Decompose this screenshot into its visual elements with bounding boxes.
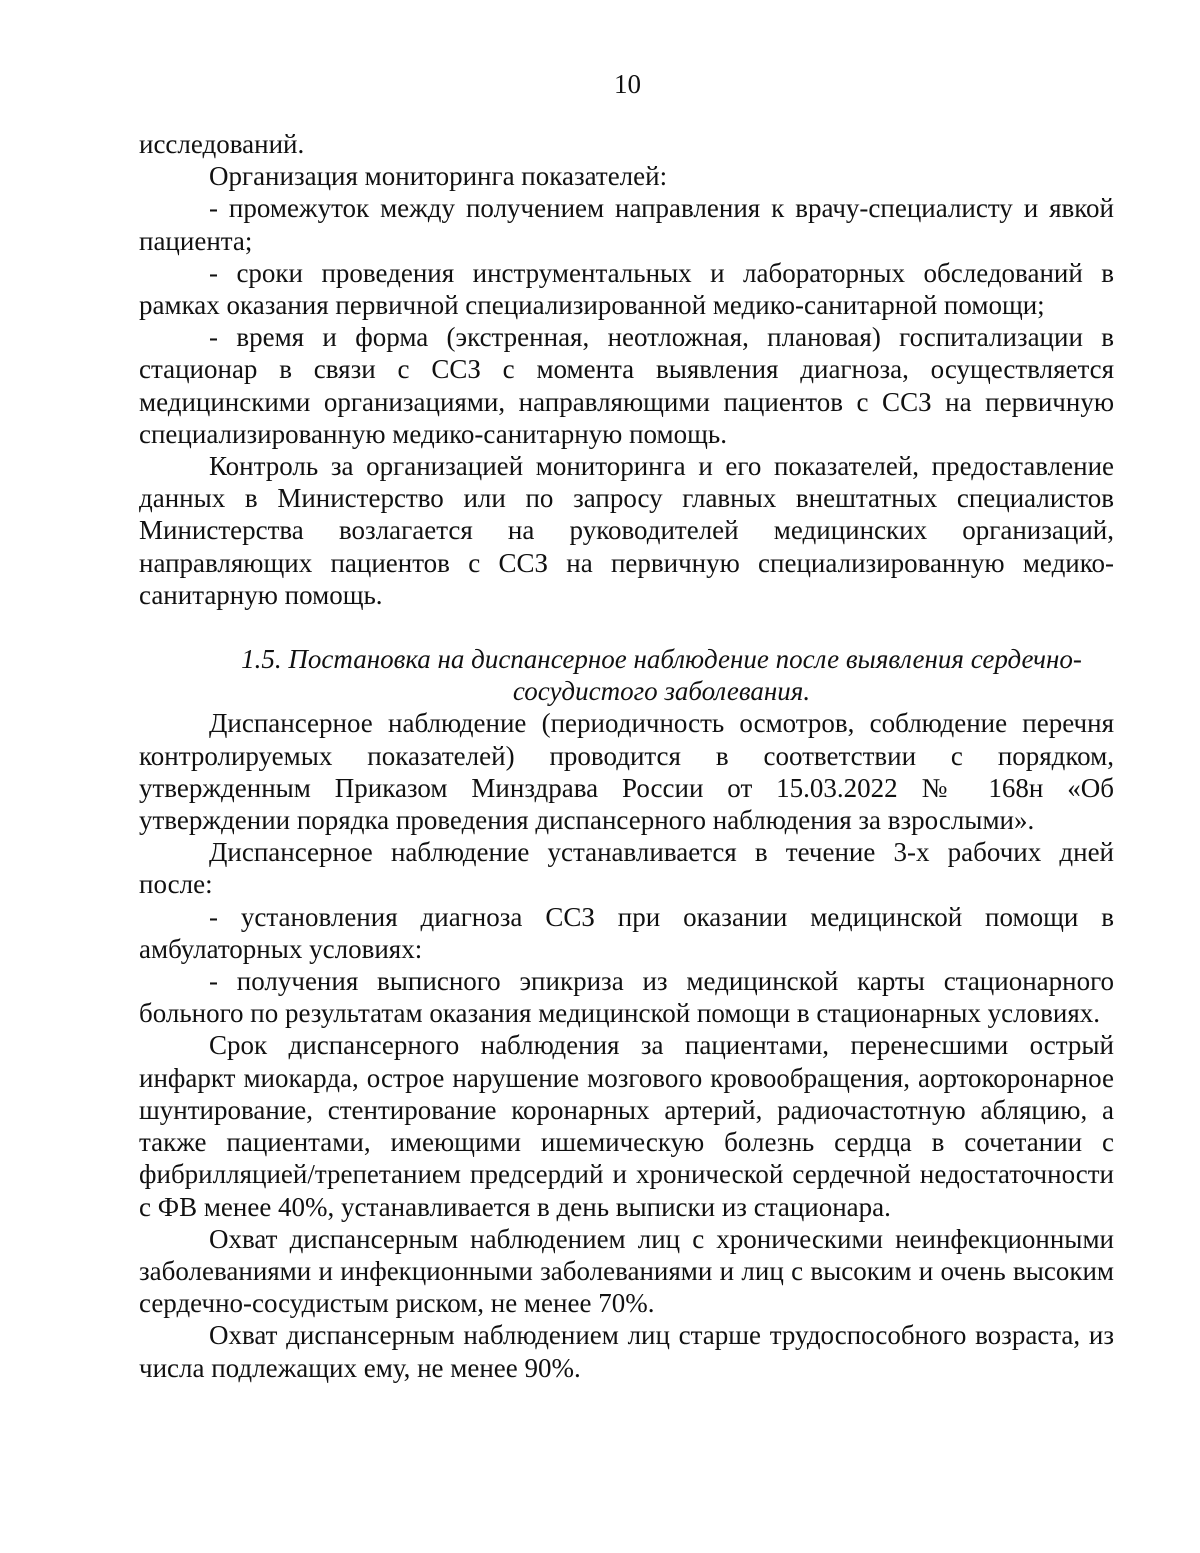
paragraph: Контроль за организацией мониторинга и его показателей, предоставление данных в Министерство или по запросу главных внештатных специалистов Министерства возлагается на руководителей медицинских организаций, направляющих пациентов с ССЗ на первичную специализированную медико-санитарную помощь.	[139, 451, 1114, 610]
list-item: - сроки проведения инструментальных и лабораторных обследований в рамках оказания первичной специализированной медико-санитарной помощи;	[139, 257, 1114, 321]
paragraph: Охват диспансерным наблюдением лиц старше трудоспособного возраста, из числа подлежащих ему, не менее 90%.	[139, 1320, 1114, 1383]
paragraph: Организация мониторинга показателей:	[209, 161, 668, 192]
paragraph: Диспансерное наблюдение (периодичность осмотров, соблюдение перечня контролируемых показателей) проводится в соответствии с порядком, утвержденным Приказом Минздрава России от 15.03.2022 № 168н «Об утверждении порядка проведения диспансерного наблюдения за взрослыми».	[139, 708, 1114, 836]
paragraph: Охват диспансерным наблюдением лиц с хроническими неинфекционными заболеваниями и инфекционными заболеваниями и лиц с высоким и очень высоким сердечно-сосудистым риском, не менее 70%.	[139, 1223, 1114, 1319]
list-item: - время и форма (экстренная, неотложная, плановая) госпитализации в стационар в связи с ССЗ с момента выявления диагноза, осуществляется медицинскими организациями, направляющими пациентов с ССЗ на первичную специализированную медико-санитарную помощь.	[139, 322, 1114, 449]
paragraph: Срок диспансерного наблюдения за пациентами, перенесшими острый инфаркт миокарда, острое нарушение мозгового кровообращения, аортокоронарное шунтирование, стентирование коронарных артерий, радиочастотную абляцию, а также пациентами, имеющими ишемическую болезнь сердца в сочетании с фибрилляцией/трепетанием предсердий и хронической сердечной недостаточности с ФВ менее 40%, устанавливается в день выписки из стационара.	[139, 1030, 1114, 1222]
section-heading: 1.5. Постановка на диспансерное наблюдение после выявления сердечно-сосудистого заболевания.	[241, 644, 1082, 707]
paragraph: исследований.	[139, 129, 305, 159]
document-body	[139, 128, 1114, 1384]
list-item: - установления диагноза ССЗ при оказании медицинской помощи в амбулаторных условиях:	[139, 901, 1114, 964]
paragraph: Диспансерное наблюдение устанавливается в течение 3-х рабочих дней после:	[139, 837, 1114, 900]
page-number: 10	[614, 69, 641, 99]
list-item: - получения выписного эпикриза из медицинской карты стационарного больного по результатам оказания медицинской помощи в стационарных условиях.	[139, 966, 1114, 1029]
list-item: - промежуток между получением направления к врачу-специалисту и явкой пациента;	[139, 193, 1114, 256]
